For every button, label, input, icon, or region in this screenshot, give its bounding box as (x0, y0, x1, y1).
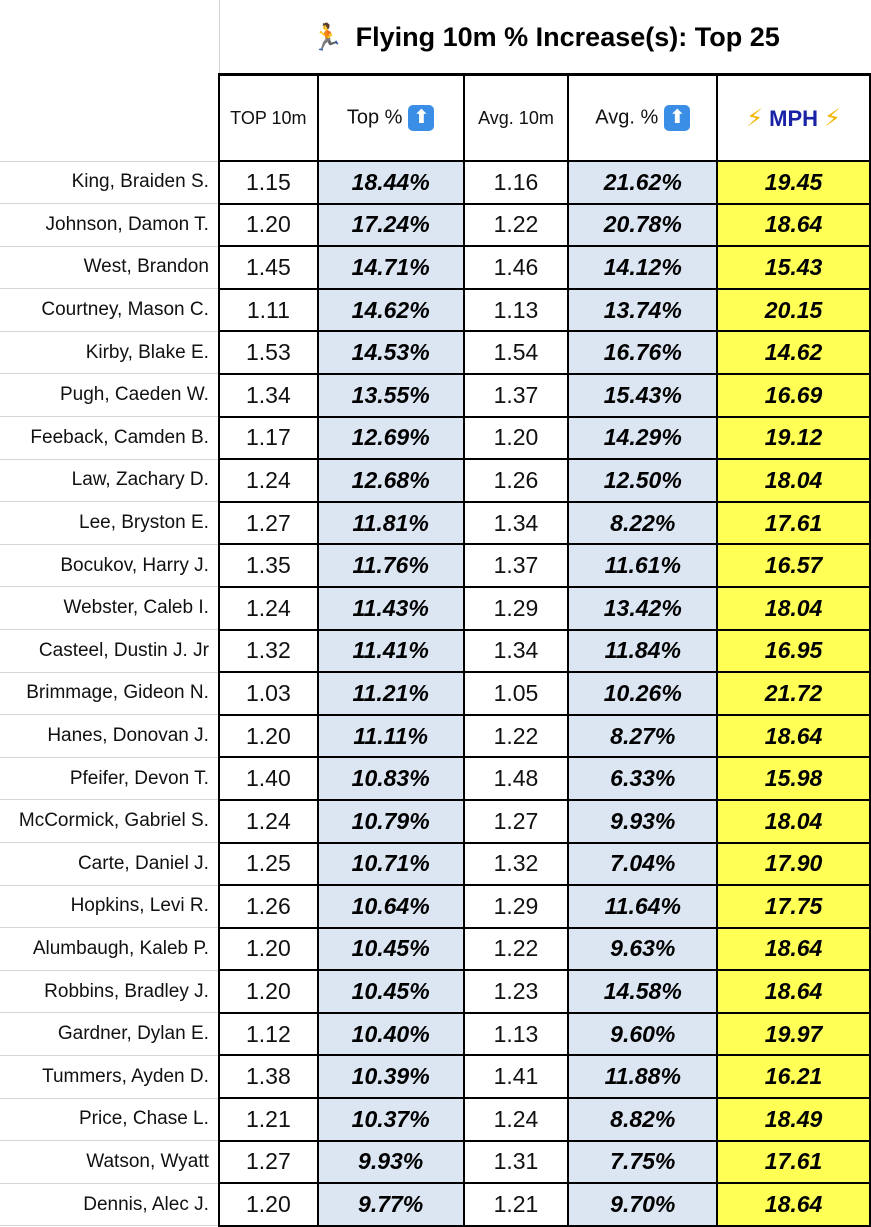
mph-cell[interactable]: 19.45 (717, 161, 870, 204)
avg-pct-cell[interactable]: 11.84% (568, 630, 717, 673)
top-pct-cell[interactable]: 11.76% (318, 544, 464, 587)
avg-pct-cell[interactable]: 14.58% (568, 970, 717, 1013)
athlete-name-cell[interactable]: Feeback, Camden B. (0, 417, 219, 460)
table-row (0, 715, 870, 758)
table-row (0, 630, 870, 673)
table-row (0, 843, 870, 886)
athlete-name-cell[interactable]: Hopkins, Levi R. (0, 885, 219, 928)
top-pct-cell[interactable]: 10.45% (318, 928, 464, 971)
avg-10m-cell[interactable]: 1.34 (464, 630, 569, 673)
avg-pct-cell[interactable]: 8.82% (568, 1098, 717, 1141)
mph-cell[interactable]: 16.95 (717, 630, 870, 673)
top-10m-cell[interactable]: 1.12 (219, 1013, 318, 1056)
top-10m-cell[interactable]: 1.45 (219, 246, 318, 289)
athlete-name-cell[interactable]: Price, Chase L. (0, 1098, 219, 1141)
top-pct-cell[interactable]: 10.40% (318, 1013, 464, 1056)
avg-pct-cell[interactable]: 20.78% (568, 204, 717, 247)
athlete-name-cell[interactable]: Law, Zachary D. (0, 459, 219, 502)
top-10m-cell[interactable]: 1.24 (219, 587, 318, 630)
mph-cell[interactable]: 18.04 (717, 459, 870, 502)
mph-cell[interactable]: 18.64 (717, 1183, 870, 1226)
mph-cell[interactable]: 18.64 (717, 204, 870, 247)
page-title-text: Flying 10m % Increase(s): Top 25 (355, 22, 780, 52)
top-pct-cell[interactable]: 11.21% (318, 672, 464, 715)
avg-10m-cell[interactable]: 1.22 (464, 715, 569, 758)
top-10m-cell[interactable]: 1.03 (219, 672, 318, 715)
header-top-pct[interactable] (318, 75, 464, 162)
avg-pct-cell[interactable]: 9.93% (568, 800, 717, 843)
table-row (0, 1013, 870, 1056)
avg-pct-cell[interactable]: 9.70% (568, 1183, 717, 1226)
mph-cell[interactable]: 14.62 (717, 331, 870, 374)
top-pct-cell[interactable]: 10.71% (318, 843, 464, 886)
mph-cell[interactable]: 16.21 (717, 1055, 870, 1098)
table-row (0, 289, 870, 332)
avg-10m-cell[interactable]: 1.54 (464, 331, 569, 374)
avg-10m-cell[interactable]: 1.48 (464, 757, 569, 800)
table-row (0, 204, 870, 247)
top-pct-cell[interactable]: 10.37% (318, 1098, 464, 1141)
top-10m-cell[interactable]: 1.20 (219, 715, 318, 758)
athlete-name-cell[interactable]: McCormick, Gabriel S. (0, 800, 219, 843)
table-body (0, 161, 870, 1226)
avg-pct-cell[interactable]: 9.63% (568, 928, 717, 971)
top-pct-cell[interactable]: 12.68% (318, 459, 464, 502)
mph-cell[interactable]: 17.61 (717, 1141, 870, 1184)
avg-10m-cell[interactable]: 1.31 (464, 1141, 569, 1184)
results-table (0, 73, 871, 1227)
avg-10m-cell[interactable]: 1.05 (464, 672, 569, 715)
top-10m-cell[interactable]: 1.17 (219, 417, 318, 460)
top-10m-cell[interactable]: 1.38 (219, 1055, 318, 1098)
runner-icon: 🏃 (311, 22, 344, 52)
top-10m-cell[interactable]: 1.40 (219, 757, 318, 800)
avg-10m-cell[interactable]: 1.46 (464, 246, 569, 289)
table-row (0, 672, 870, 715)
avg-10m-cell[interactable]: 1.13 (464, 289, 569, 332)
avg-10m-cell[interactable]: 1.26 (464, 459, 569, 502)
top-10m-cell[interactable]: 1.20 (219, 1183, 318, 1226)
top-pct-cell[interactable]: 11.11% (318, 715, 464, 758)
mph-cell[interactable]: 15.98 (717, 757, 870, 800)
athlete-name-cell[interactable]: Carte, Daniel J. (0, 843, 219, 886)
mph-cell[interactable]: 21.72 (717, 672, 870, 715)
table-row (0, 885, 870, 928)
top-10m-cell[interactable]: 1.11 (219, 289, 318, 332)
table-row (0, 757, 870, 800)
athlete-name-cell[interactable]: Alumbaugh, Kaleb P. (0, 928, 219, 971)
avg-10m-cell[interactable]: 1.22 (464, 928, 569, 971)
athlete-name-cell[interactable]: Kirby, Blake E. (0, 331, 219, 374)
top-10m-cell[interactable]: 1.20 (219, 204, 318, 247)
header-avg-10m[interactable]: Avg. 10m (464, 75, 569, 162)
avg-pct-cell[interactable]: 6.33% (568, 757, 717, 800)
top-10m-cell[interactable]: 1.24 (219, 459, 318, 502)
table-row (0, 928, 870, 971)
table-row (0, 161, 870, 204)
header-avg-pct[interactable] (568, 75, 717, 162)
table-row (0, 1183, 870, 1226)
avg-10m-cell[interactable]: 1.23 (464, 970, 569, 1013)
athlete-name-cell[interactable]: Brimmage, Gideon N. (0, 672, 219, 715)
avg-10m-cell[interactable]: 1.24 (464, 1098, 569, 1141)
header-mph-label: MPH (769, 105, 819, 131)
avg-10m-cell[interactable]: 1.20 (464, 417, 569, 460)
avg-10m-cell[interactable]: 1.22 (464, 204, 569, 247)
table-row (0, 970, 870, 1013)
table-row (0, 1098, 870, 1141)
top-pct-cell[interactable]: 11.41% (318, 630, 464, 673)
top-pct-cell[interactable]: 10.83% (318, 757, 464, 800)
table-row (0, 502, 870, 545)
top-10m-cell[interactable]: 1.26 (219, 885, 318, 928)
top-pct-cell[interactable]: 10.39% (318, 1055, 464, 1098)
top-pct-cell[interactable]: 10.64% (318, 885, 464, 928)
table-row (0, 587, 870, 630)
top-pct-cell[interactable]: 9.77% (318, 1183, 464, 1226)
athlete-name-cell[interactable]: Pugh, Caeden W. (0, 374, 219, 417)
athlete-name-cell[interactable]: Dennis, Alec J. (0, 1183, 219, 1226)
top-pct-cell[interactable]: 10.45% (318, 970, 464, 1013)
avg-pct-cell[interactable]: 9.60% (568, 1013, 717, 1056)
avg-10m-cell[interactable]: 1.32 (464, 843, 569, 886)
avg-pct-cell[interactable]: 15.43% (568, 374, 717, 417)
up-arrow-icon: ⬆ (664, 105, 690, 131)
athlete-name-cell[interactable]: Lee, Bryston E. (0, 502, 219, 545)
avg-10m-cell[interactable]: 1.34 (464, 502, 569, 545)
athlete-name-cell[interactable]: Bocukov, Harry J. (0, 544, 219, 587)
top-10m-cell[interactable]: 1.24 (219, 800, 318, 843)
top-pct-cell[interactable]: 14.71% (318, 246, 464, 289)
mph-cell[interactable]: 18.04 (717, 800, 870, 843)
table-row (0, 1055, 870, 1098)
lightning-bolt-icon: ⚡ (824, 104, 841, 132)
top-pct-cell[interactable]: 18.44% (318, 161, 464, 204)
mph-cell[interactable]: 17.61 (717, 502, 870, 545)
mph-cell[interactable]: 18.64 (717, 928, 870, 971)
top-pct-cell[interactable]: 9.93% (318, 1141, 464, 1184)
avg-pct-cell[interactable]: 11.88% (568, 1055, 717, 1098)
athlete-name-cell[interactable]: West, Brandon (0, 246, 219, 289)
athlete-name-cell[interactable]: Johnson, Damon T. (0, 204, 219, 247)
mph-cell[interactable]: 18.64 (717, 715, 870, 758)
avg-10m-cell[interactable]: 1.29 (464, 587, 569, 630)
mph-cell[interactable]: 15.43 (717, 246, 870, 289)
athlete-name-cell[interactable]: Hanes, Donovan J. (0, 715, 219, 758)
header-top-10m[interactable]: TOP 10m (219, 75, 318, 162)
header-top-pct-label: Top % (346, 106, 403, 129)
header-mph[interactable] (717, 75, 870, 162)
mph-cell[interactable]: 20.15 (717, 289, 870, 332)
page-title (220, 0, 871, 75)
mph-cell[interactable]: 18.04 (717, 587, 870, 630)
avg-pct-cell[interactable]: 8.27% (568, 715, 717, 758)
athlete-name-cell[interactable]: Gardner, Dylan E. (0, 1013, 219, 1056)
avg-pct-cell[interactable]: 11.61% (568, 544, 717, 587)
header-name-cell[interactable] (0, 75, 219, 162)
avg-pct-cell[interactable]: 13.42% (568, 587, 717, 630)
table-row (0, 544, 870, 587)
athlete-name-cell[interactable]: King, Braiden S. (0, 161, 219, 204)
athlete-name-cell[interactable]: Webster, Caleb I. (0, 587, 219, 630)
top-10m-cell[interactable]: 1.21 (219, 1098, 318, 1141)
avg-pct-cell[interactable]: 7.04% (568, 843, 717, 886)
avg-10m-cell[interactable]: 1.13 (464, 1013, 569, 1056)
table-row (0, 800, 870, 843)
mph-cell[interactable]: 19.12 (717, 417, 870, 460)
top-10m-cell[interactable]: 1.53 (219, 331, 318, 374)
top-10m-cell[interactable]: 1.15 (219, 161, 318, 204)
mph-cell[interactable]: 18.64 (717, 970, 870, 1013)
avg-pct-cell[interactable]: 14.29% (568, 417, 717, 460)
top-pct-cell[interactable]: 11.43% (318, 587, 464, 630)
top-10m-cell[interactable]: 1.32 (219, 630, 318, 673)
avg-10m-cell[interactable]: 1.29 (464, 885, 569, 928)
avg-10m-cell[interactable]: 1.37 (464, 544, 569, 587)
mph-cell[interactable]: 17.75 (717, 885, 870, 928)
top-10m-cell[interactable]: 1.25 (219, 843, 318, 886)
avg-pct-cell[interactable]: 12.50% (568, 459, 717, 502)
athlete-name-cell[interactable]: Courtney, Mason C. (0, 289, 219, 332)
top-10m-cell[interactable]: 1.27 (219, 1141, 318, 1184)
athlete-name-cell[interactable]: Tummers, Ayden D. (0, 1055, 219, 1098)
avg-10m-cell[interactable]: 1.21 (464, 1183, 569, 1226)
avg-10m-cell[interactable]: 1.37 (464, 374, 569, 417)
top-10m-cell[interactable]: 1.35 (219, 544, 318, 587)
mph-cell[interactable]: 18.49 (717, 1098, 870, 1141)
top-pct-cell[interactable]: 13.55% (318, 374, 464, 417)
avg-pct-cell[interactable]: 16.76% (568, 331, 717, 374)
mph-cell[interactable]: 16.69 (717, 374, 870, 417)
top-10m-cell[interactable]: 1.20 (219, 970, 318, 1013)
mph-cell[interactable]: 17.90 (717, 843, 870, 886)
table-row (0, 459, 870, 502)
avg-pct-cell[interactable]: 13.74% (568, 289, 717, 332)
header-avg-pct-label: Avg. % (595, 106, 659, 129)
athlete-name-cell[interactable]: Pfeifer, Devon T. (0, 757, 219, 800)
mph-cell[interactable]: 16.57 (717, 544, 870, 587)
table-row (0, 331, 870, 374)
top-10m-cell[interactable]: 1.20 (219, 928, 318, 971)
avg-pct-cell[interactable]: 8.22% (568, 502, 717, 545)
athlete-name-cell[interactable]: Casteel, Dustin J. Jr (0, 630, 219, 673)
mph-cell[interactable]: 19.97 (717, 1013, 870, 1056)
avg-pct-cell[interactable]: 7.75% (568, 1141, 717, 1184)
athlete-name-cell[interactable]: Robbins, Bradley J. (0, 970, 219, 1013)
avg-10m-cell[interactable]: 1.16 (464, 161, 569, 204)
header-row (0, 75, 870, 162)
top-10m-cell[interactable]: 1.27 (219, 502, 318, 545)
avg-10m-cell[interactable]: 1.41 (464, 1055, 569, 1098)
table-row (0, 246, 870, 289)
avg-pct-cell[interactable]: 11.64% (568, 885, 717, 928)
avg-pct-cell[interactable]: 10.26% (568, 672, 717, 715)
top-pct-cell[interactable]: 12.69% (318, 417, 464, 460)
table-row (0, 417, 870, 460)
table-row (0, 1141, 870, 1184)
top-pct-cell[interactable]: 17.24% (318, 204, 464, 247)
top-pct-cell[interactable]: 14.62% (318, 289, 464, 332)
lightning-bolt-icon: ⚡ (746, 104, 764, 132)
athlete-name-cell[interactable]: Watson, Wyatt (0, 1141, 219, 1184)
table-row (0, 374, 870, 417)
avg-pct-cell[interactable]: 14.12% (568, 246, 717, 289)
top-pct-cell[interactable]: 10.79% (318, 800, 464, 843)
top-pct-cell[interactable]: 11.81% (318, 502, 464, 545)
up-arrow-icon: ⬆ (408, 105, 434, 131)
top-pct-cell[interactable]: 14.53% (318, 331, 464, 374)
avg-pct-cell[interactable]: 21.62% (568, 161, 717, 204)
avg-10m-cell[interactable]: 1.27 (464, 800, 569, 843)
top-10m-cell[interactable]: 1.34 (219, 374, 318, 417)
